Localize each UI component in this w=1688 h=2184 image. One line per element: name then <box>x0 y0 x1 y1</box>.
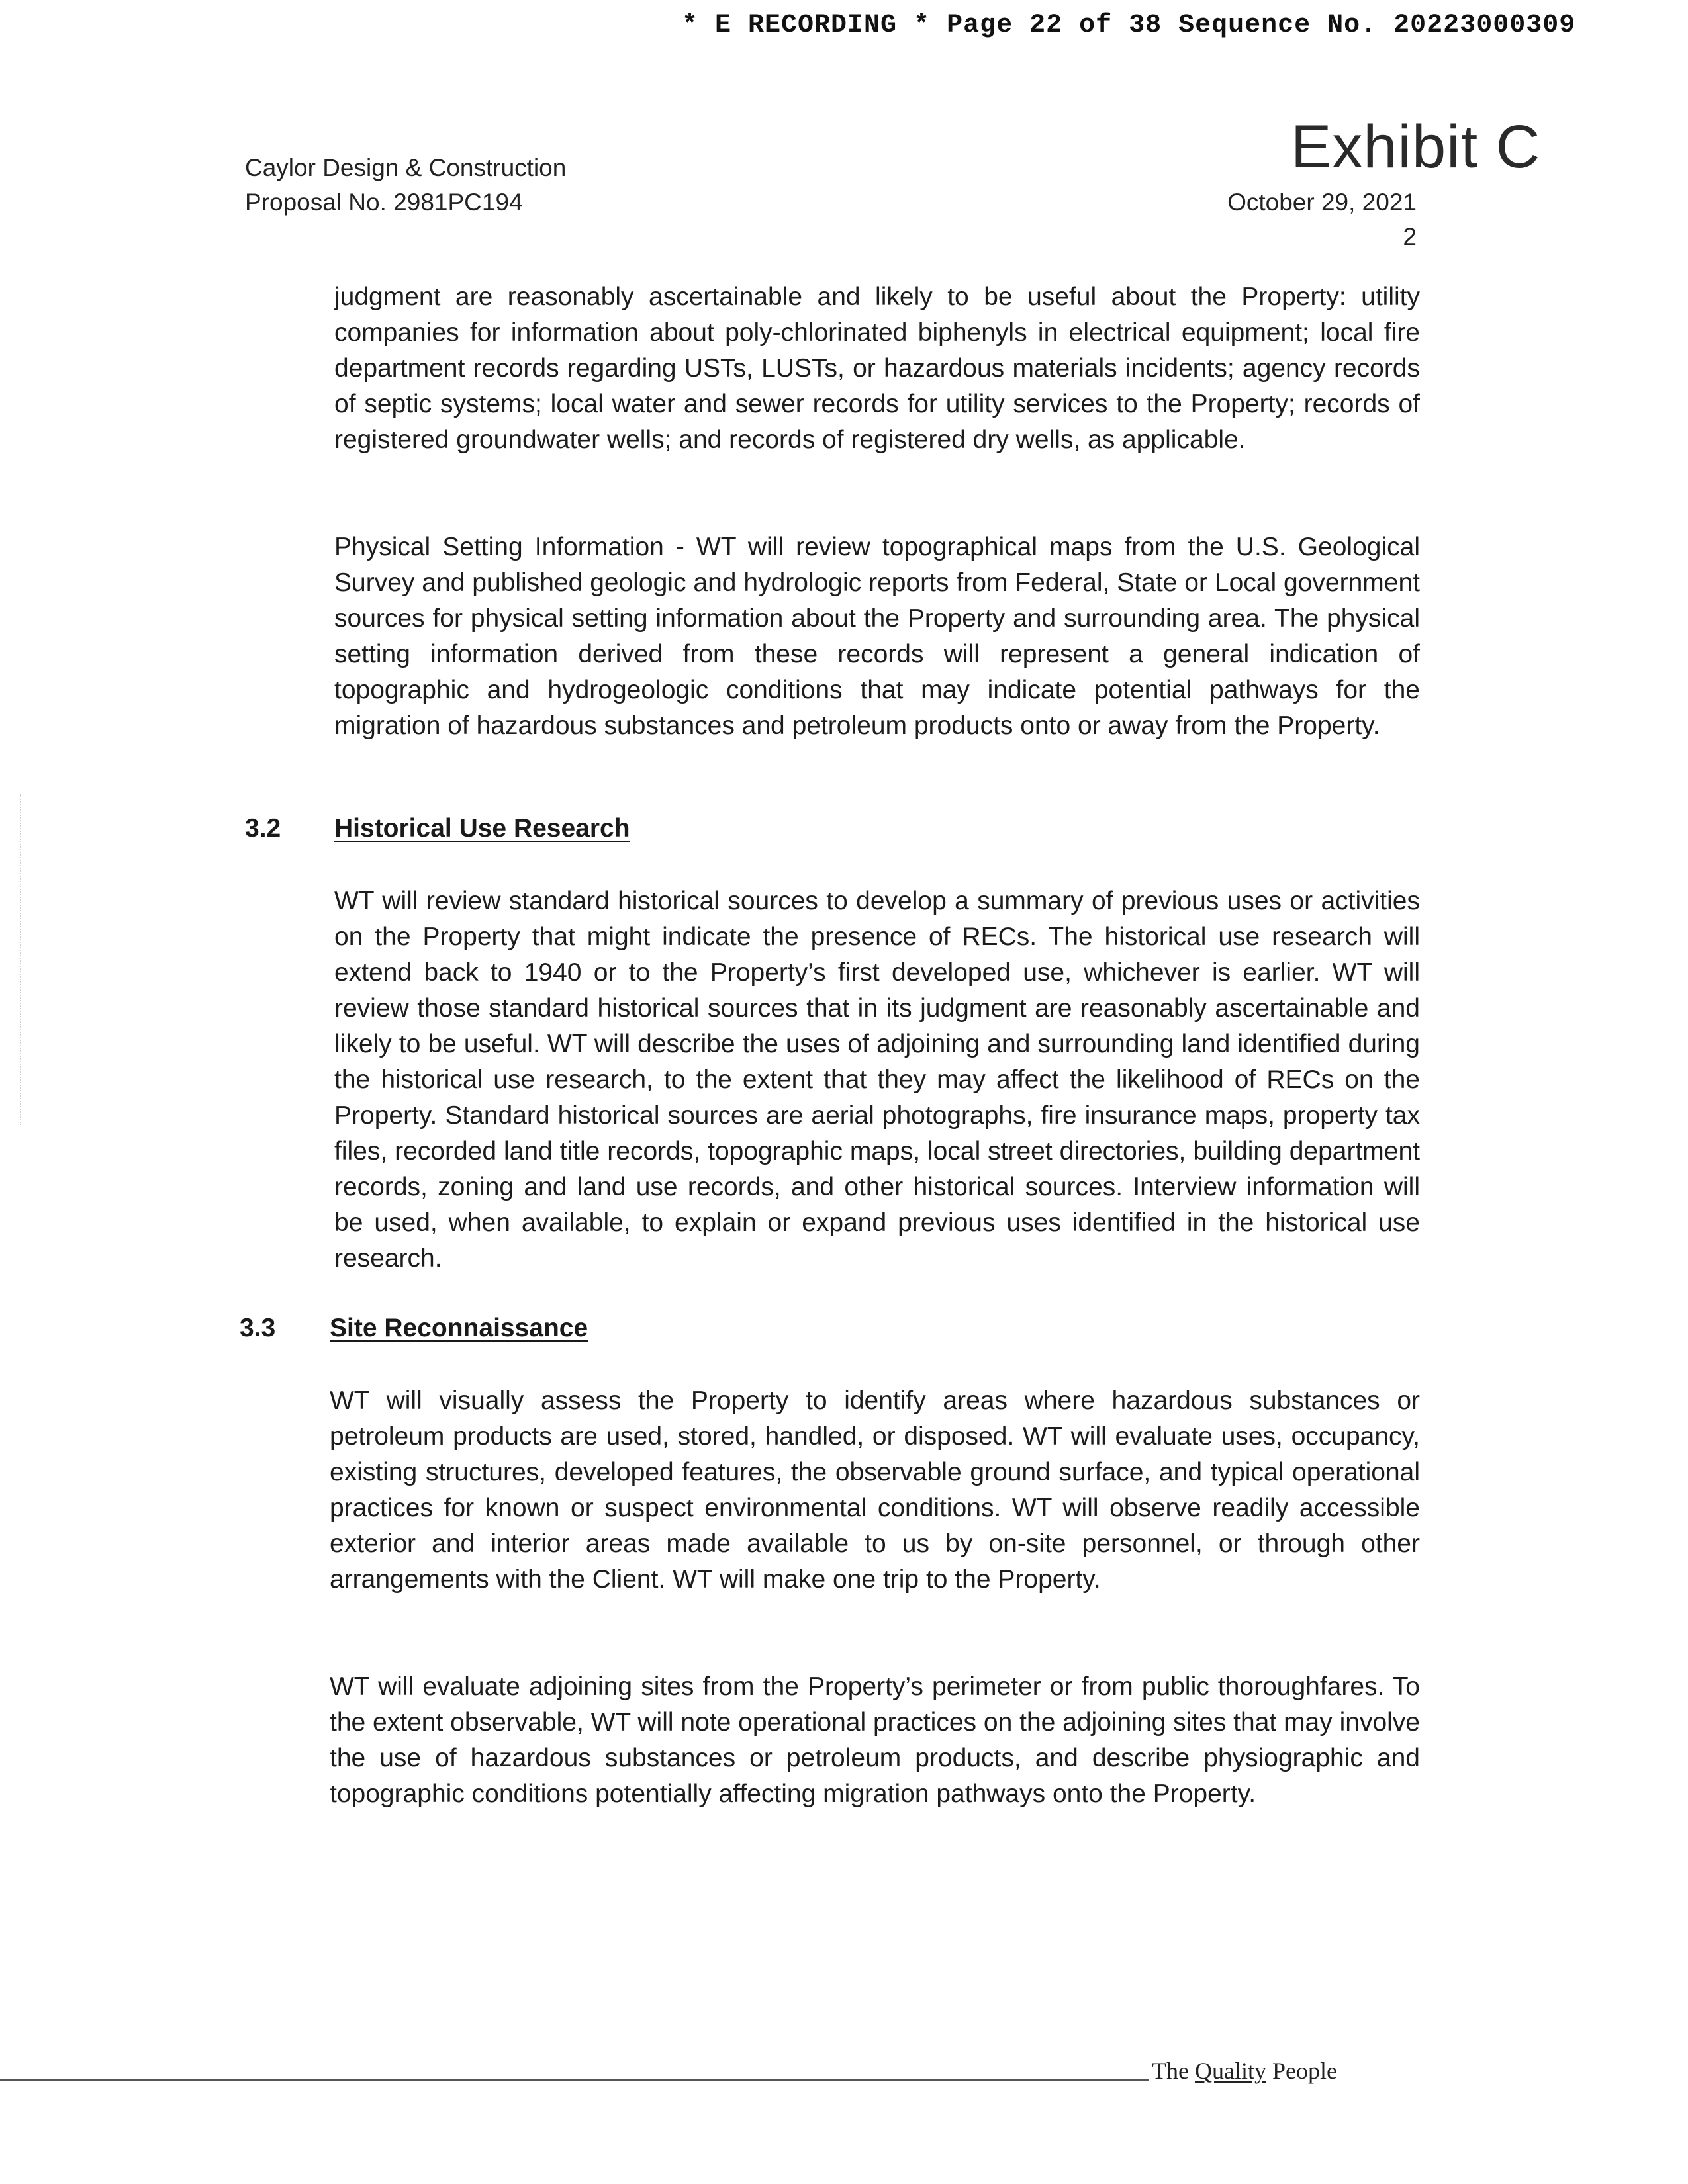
recording-stamp: * E RECORDING * Page 22 of 38 Sequence No. 20223000309 <box>682 11 1576 40</box>
paragraph-physical-setting: Physical Setting Information - WT will review topographical maps from the U.S. Geological Survey and published geologic and hydrologic reports from Federal, State or Local government sources for physical setting information about the Property and surrounding area. The physical setting information derived from these records will represent a general indication of topographic and hydrogeologic conditions that may indicate potential pathways for the migration of hazardous substances and petroleum products onto or away from the Property. <box>334 533 1420 740</box>
paragraph-historical-use: WT will review standard historical sources to develop a summary of previous uses or activities on the Property that might indicate the presence of RECs. The historical use research will extend back to 1940 or to the Property’s first developed use, whichever is earlier. WT will review those standard historical sources that in its judgment are reasonably ascertainable and likely to be useful. WT will describe the uses of adjoining and surrounding land identified during the historical use research, to the extent that they may affect the likelihood of RECs on the Property. Standard historical sources are aerial photographs, fire insurance maps, property tax files, recorded land title records, topographic maps, local street directories, building department records, zoning and land use records, and other historical sources. Interview information will be used, when available, to explain or expand previous uses identified in the historical use research. <box>334 887 1420 1273</box>
proposal-number: Proposal No. 2981PC194 <box>245 189 523 216</box>
exhibit-label: Exhibit C <box>1291 113 1541 181</box>
paragraph-records-continued: judgment are reasonably ascertainable and likely to be useful about the Property: utility companies for information about poly-chlorinated biphenyls in electrical equipment; local fire department records regarding USTs, LUSTs, or hazardous materials incidents; agency records of septic systems; local water and sewer records for utility services to the Property; records of registered groundwater wells; and records of registered dry wells, as applicable. <box>334 283 1420 454</box>
footer-brand-suffix: People <box>1266 2058 1337 2084</box>
paragraph-adjoining-sites: WT will evaluate adjoining sites from the Property’s perimeter or from public thoroughfares. To the extent observable, WT will note operational practices on the adjoining sites that may involve the use of hazardous substances or petroleum products, and describe physiographic and topographic conditions potentially affecting migration pathways onto the Property. <box>330 1672 1420 1808</box>
section-number-3-3: 3.3 <box>240 1314 276 1342</box>
page-number: 2 <box>1403 223 1417 250</box>
company-name: Caylor Design & Construction <box>245 154 567 181</box>
footer-brand-tagline <box>1152 2057 1337 2085</box>
header-left <box>245 151 566 220</box>
footer-rule <box>0 2079 1149 2081</box>
margin-scan-artifact <box>20 794 24 1125</box>
paragraph-site-reconnaissance: WT will visually assess the Property to identify areas where hazardous substances or petroleum products are used, stored, handled, or disposed. WT will evaluate uses, occupancy, existing structures, developed features, the observable ground surface, and typical operational practices for known or suspect environmental conditions. WT will observe readily accessible exterior and interior areas made available to us by on-site personnel, or through other arrangements with the Client. WT will make one trip to the Property. <box>330 1387 1420 1594</box>
section-title-historical-use: Historical Use Research <box>334 814 630 842</box>
footer-brand-prefix: The <box>1152 2058 1195 2084</box>
section-number-3-2: 3.2 <box>245 814 281 842</box>
document-date: October 29, 2021 <box>1227 189 1417 216</box>
header-right <box>1227 185 1417 254</box>
section-title-site-reconnaissance: Site Reconnaissance <box>330 1314 588 1342</box>
footer-brand-quality: Quality <box>1194 2058 1266 2084</box>
